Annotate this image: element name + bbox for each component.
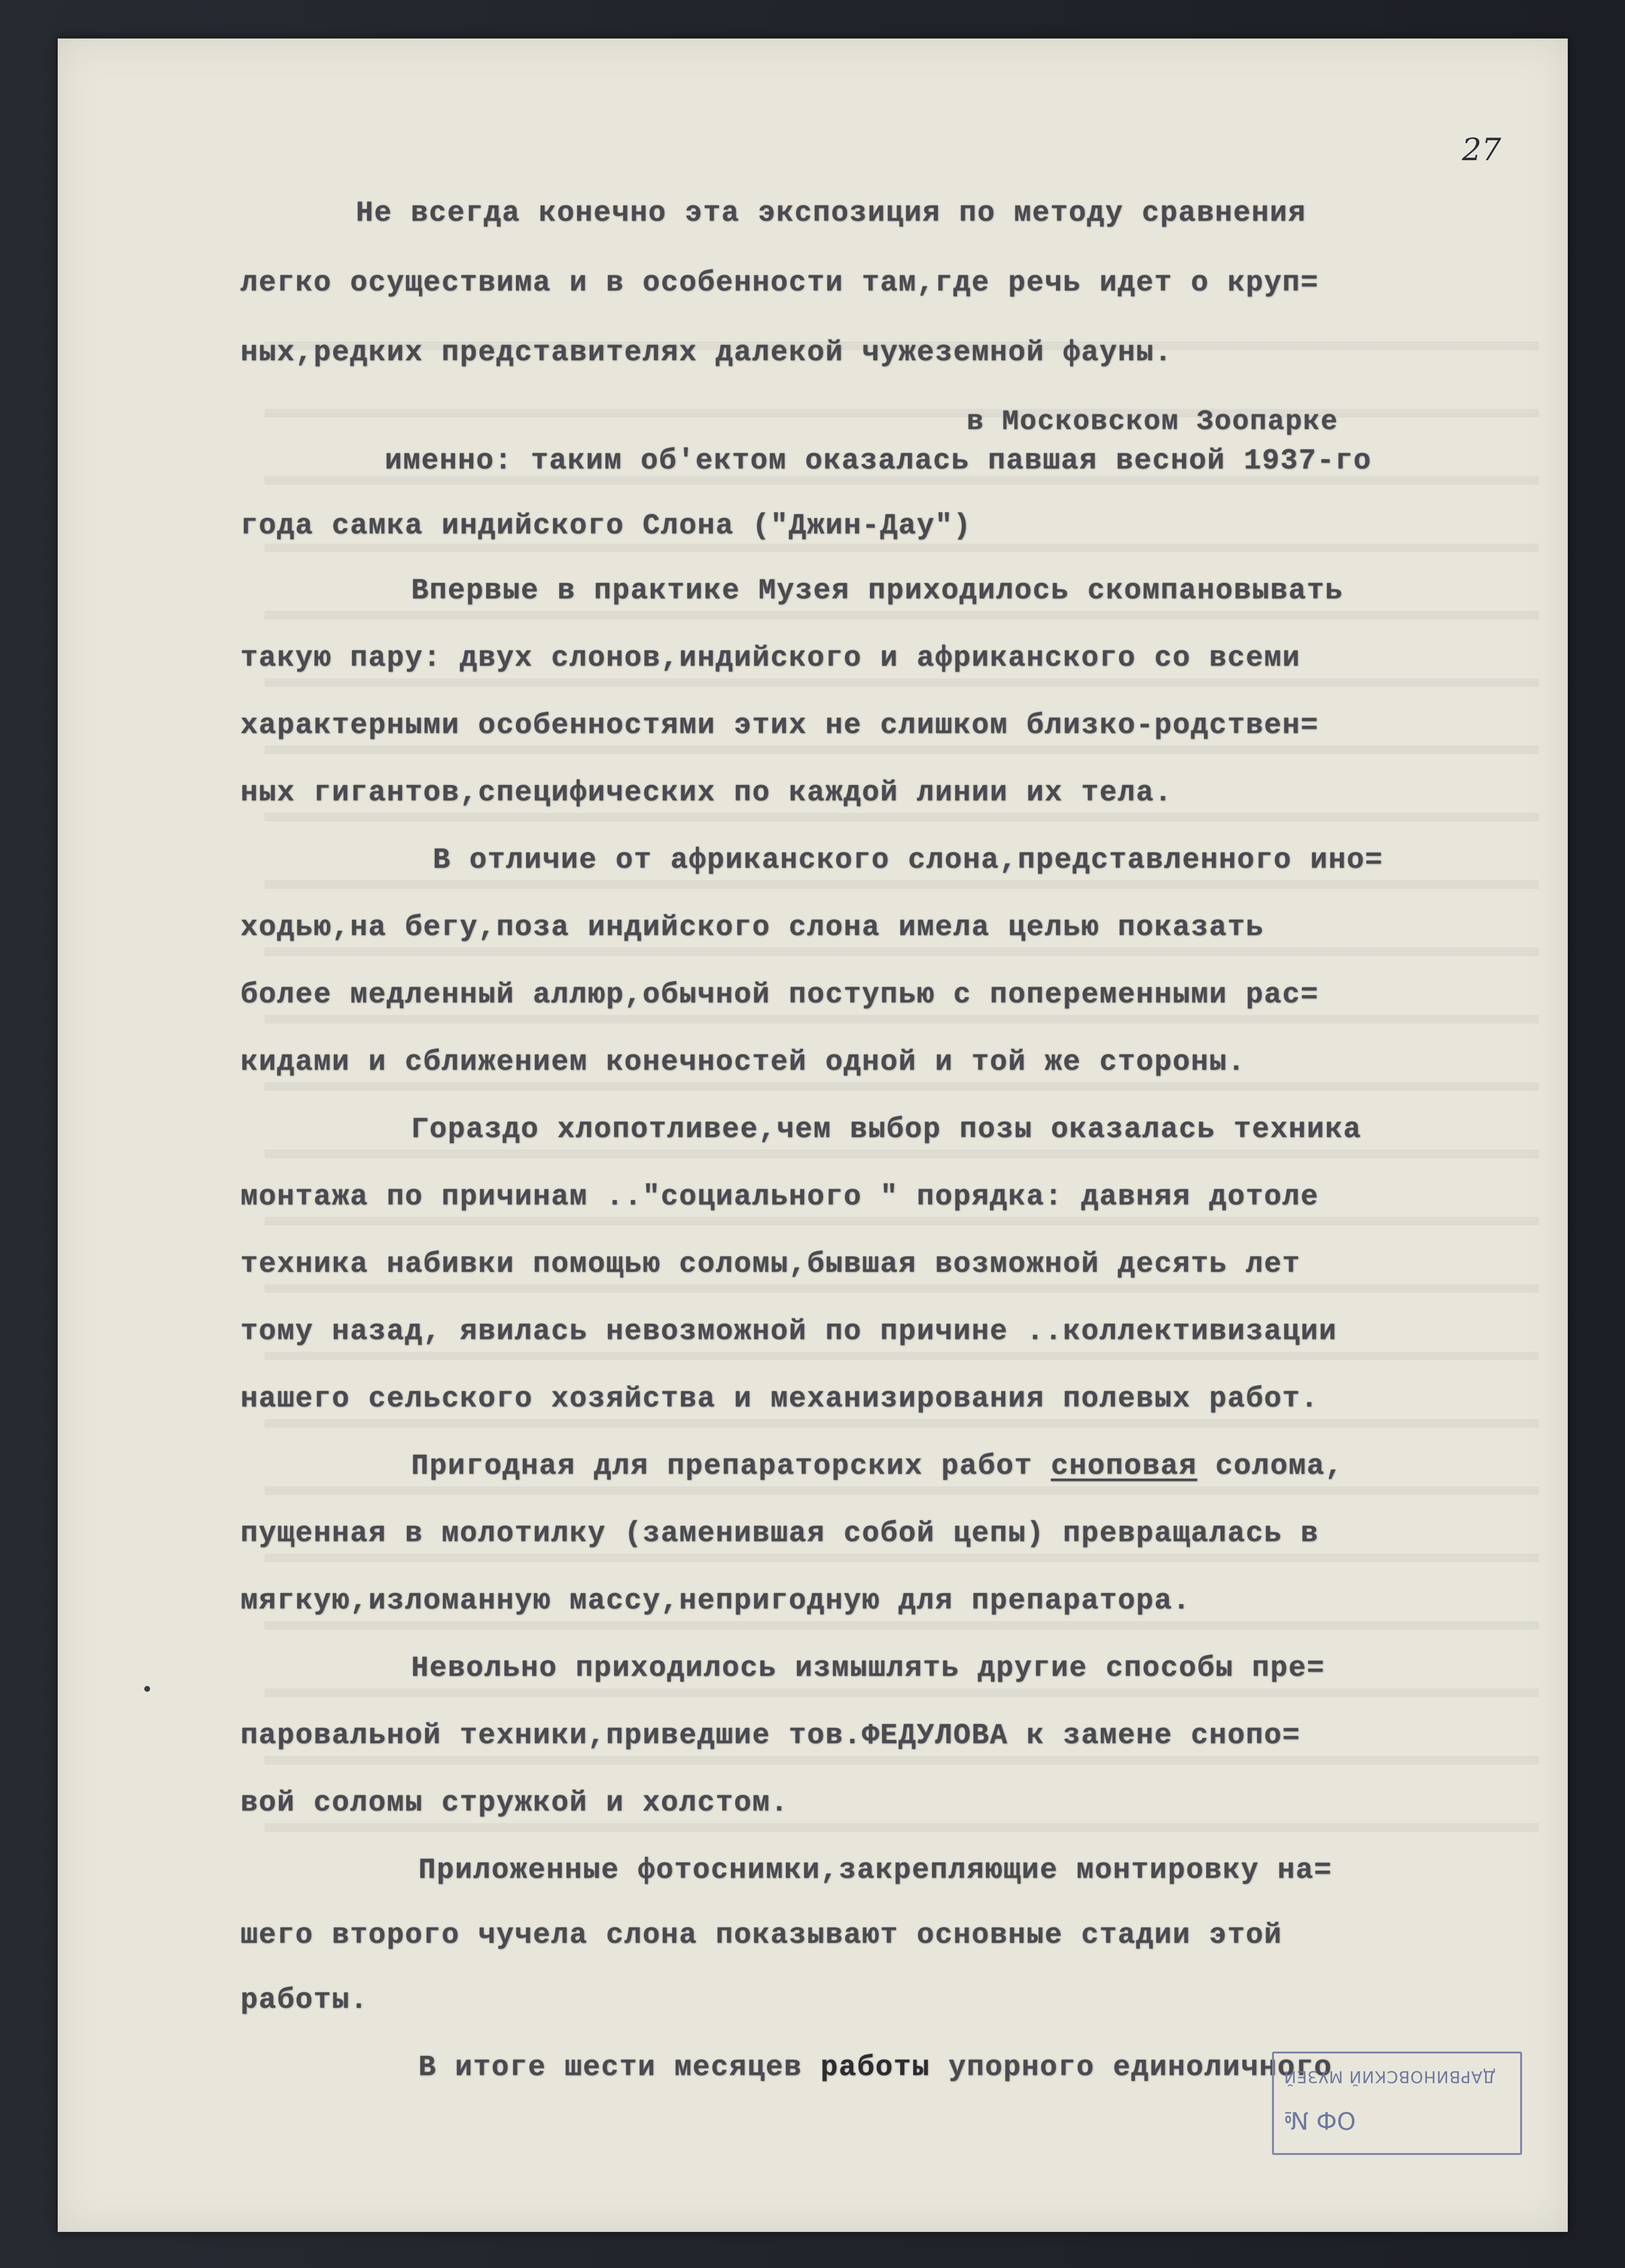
- stamp-museum-name: ДАРВИНОВСКИЙ МУЗЕЙ: [1284, 2067, 1496, 2086]
- text-line-17: тому назад, явилась невозможной по причине ..коллективизации: [240, 1316, 1337, 1348]
- text-line-8: характерными особенностями этих не слишком близко-родствен=: [240, 710, 1319, 742]
- underlined-word: сноповая: [1051, 1450, 1197, 1483]
- text-line-14: Гораздо хлопотливее,чем выбор позы оказалась техника: [411, 1114, 1362, 1146]
- text-line-18: нашего сельского хозяйства и механизирования полевых работ.: [240, 1383, 1319, 1416]
- text-line-24: вой соломы стружкой и холстом.: [240, 1787, 789, 1820]
- text-line-11: ходью,на бегу,поза индийского слона имела целью показать: [240, 912, 1264, 944]
- text-line-7: такую пару: двух слонов,индийского и африканского со всеми: [240, 642, 1301, 675]
- museum-stamp: [1272, 2052, 1522, 2155]
- text-line-6: Впервые в практике Музея приходилось скомпановывать: [411, 575, 1344, 608]
- handwritten-insertion: в Московском Зоопарке: [967, 406, 1338, 438]
- text-line-3: ных,редких представителях далекой чужеземной фауны.: [240, 337, 1173, 369]
- text-line-4: именно: таким об'ектом оказалась павшая весной 1937-го: [385, 445, 1372, 478]
- text-line-28: [418, 2052, 1332, 2084]
- text-line-5: года самка индийского Слона ("Джин-Дау"): [240, 510, 972, 543]
- text-line-10: В отличие от африканского слона,представленного ино=: [433, 844, 1384, 877]
- text-line-27: работы.: [240, 1984, 369, 2017]
- text-line-15: монтажа по причинам .."социального " порядка: давняя дотоле: [240, 1181, 1319, 1214]
- text-line-1: Не всегда конечно эта экспозиция по методу сравнения: [356, 197, 1307, 230]
- stamp-fund-number: ОФ №: [1284, 2106, 1356, 2134]
- line-19-prefix: Пригодная для препараторских работ: [411, 1450, 1033, 1483]
- text-line-22: Невольно приходилось измышлять другие способы пре=: [411, 1652, 1325, 1685]
- text-line-25: Приложенные фотоснимки,закрепляющие монтировку на=: [418, 1854, 1333, 1887]
- text-line-9: ных гигантов,специфических по каждой линии их тела.: [240, 777, 1173, 810]
- struck-out-word: работы: [820, 2052, 931, 2084]
- page-number: 27: [1462, 132, 1501, 168]
- text-line-13: кидами и сближением конечностей одной и той же стороны.: [240, 1046, 1246, 1079]
- text-line-16: техника набивки помощью соломы,бывшая возможной десять лет: [240, 1248, 1301, 1281]
- line-28-prefix: В итоге шести месяцев: [418, 2052, 803, 2084]
- text-line-2: легко осуществима и в особенности там,где речь идет о круп=: [240, 267, 1319, 300]
- text-line-12: более медленный аллюр,обычной поступью с попеременными рас=: [240, 979, 1319, 1012]
- text-line-23: паровальной техники,приведшие тов.ФЕДУЛОВА к замене снопо=: [240, 1720, 1301, 1752]
- line-28-suffix: упорного единоличного: [948, 2052, 1333, 2084]
- text-line-20: пущенная в молотилку (заменившая собой цепы) превращалась в: [240, 1518, 1319, 1550]
- text-line-26: шего второго чучела слона показывают основные стадии этой: [240, 1919, 1283, 1952]
- text-line-21: мягкую,изломанную массу,непригодную для препаратора.: [240, 1585, 1191, 1618]
- ink-dot: [144, 1686, 150, 1692]
- text-line-19: [411, 1450, 1343, 1483]
- line-19-suffix: солома,: [1215, 1450, 1344, 1483]
